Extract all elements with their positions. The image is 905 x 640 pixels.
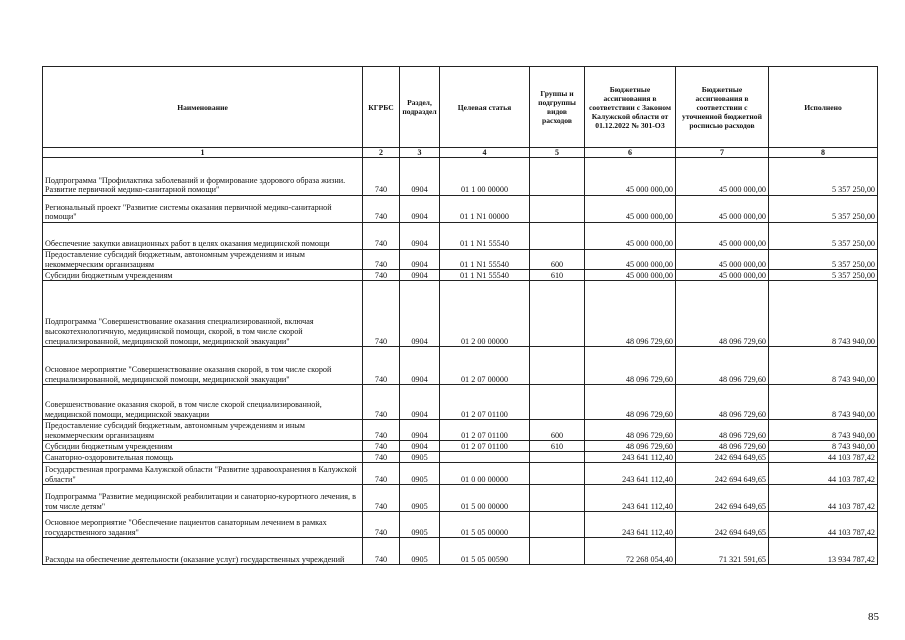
row-section: 0904 <box>400 158 440 196</box>
header-alloc-law: Бюджетные ассигнования в соответствии с Законом Калужской области от 01.12.2022 № 301-ОЗ <box>585 67 676 148</box>
col-number: 1 <box>43 148 363 158</box>
row-alloc-law: 48 096 729,60 <box>585 347 676 385</box>
col-number: 7 <box>676 148 769 158</box>
row-alloc-law: 45 000 000,00 <box>585 223 676 250</box>
row-alloc-refined: 45 000 000,00 <box>676 223 769 250</box>
row-name: Государственная программа Калужской области "Развитие здравоохранения в Калужской области" <box>43 463 363 485</box>
row-section: 0905 <box>400 452 440 463</box>
row-alloc-law: 243 641 112,40 <box>585 463 676 485</box>
row-name: Санаторно-оздоровительная помощь <box>43 452 363 463</box>
row-section: 0904 <box>400 385 440 420</box>
table-row <box>43 281 878 347</box>
table-body <box>43 158 878 565</box>
row-kgrbs: 740 <box>363 512 400 538</box>
row-alloc-law: 45 000 000,00 <box>585 270 676 281</box>
row-name: Предоставление субсидий бюджетным, автономным учреждениям и иным некоммерческим организациям <box>43 420 363 441</box>
row-target: 01 1 00 00000 <box>440 158 530 196</box>
col-number: 5 <box>530 148 585 158</box>
row-kgrbs: 740 <box>363 347 400 385</box>
row-target: 01 5 00 00000 <box>440 485 530 512</box>
row-alloc-law: 243 641 112,40 <box>585 512 676 538</box>
row-target <box>440 452 530 463</box>
col-number: 3 <box>400 148 440 158</box>
row-executed: 5 357 250,00 <box>769 223 878 250</box>
row-group <box>530 538 585 565</box>
table-row <box>43 347 878 385</box>
col-number: 6 <box>585 148 676 158</box>
row-section: 0904 <box>400 223 440 250</box>
row-kgrbs: 740 <box>363 196 400 223</box>
row-alloc-law: 48 096 729,60 <box>585 385 676 420</box>
page-number: 85 <box>868 611 879 623</box>
row-executed: 8 743 940,00 <box>769 385 878 420</box>
col-number: 2 <box>363 148 400 158</box>
row-group: 610 <box>530 441 585 452</box>
header-section: Раздел, подраздел <box>400 67 440 148</box>
header-alloc-refined: Бюджетные ассигнования в соответствии с уточненной бюджетной росписью расходов <box>676 67 769 148</box>
col-number: 8 <box>769 148 878 158</box>
row-executed: 44 103 787,42 <box>769 512 878 538</box>
row-executed: 44 103 787,42 <box>769 485 878 512</box>
row-executed: 13 934 787,42 <box>769 538 878 565</box>
row-target: 01 2 07 00000 <box>440 347 530 385</box>
table-row <box>43 420 878 441</box>
row-executed: 5 357 250,00 <box>769 250 878 270</box>
row-section: 0904 <box>400 196 440 223</box>
row-kgrbs: 740 <box>363 463 400 485</box>
row-target: 01 1 N1 00000 <box>440 196 530 223</box>
row-kgrbs: 740 <box>363 158 400 196</box>
row-executed: 8 743 940,00 <box>769 441 878 452</box>
row-name: Региональный проект "Развитие системы оказания первичной медико-санитарной помощи" <box>43 196 363 223</box>
row-group <box>530 452 585 463</box>
row-target: 01 1 N1 55540 <box>440 250 530 270</box>
row-executed: 5 357 250,00 <box>769 270 878 281</box>
row-name: Основное мероприятие "Обеспечение пациентов санаторным лечением в рамках государственного задания" <box>43 512 363 538</box>
row-alloc-refined: 242 694 649,65 <box>676 485 769 512</box>
row-alloc-refined: 48 096 729,60 <box>676 385 769 420</box>
row-kgrbs: 740 <box>363 420 400 441</box>
table-row <box>43 441 878 452</box>
row-group <box>530 196 585 223</box>
row-alloc-law: 48 096 729,60 <box>585 420 676 441</box>
row-alloc-refined: 48 096 729,60 <box>676 347 769 385</box>
col-number: 4 <box>440 148 530 158</box>
row-group: 600 <box>530 420 585 441</box>
row-name: Подпрограмма "Развитие медицинской реабилитации и санаторно-курортного лечения, в том числе детям" <box>43 485 363 512</box>
table-row <box>43 452 878 463</box>
row-group <box>530 485 585 512</box>
row-alloc-law: 45 000 000,00 <box>585 196 676 223</box>
row-target: 01 2 00 00000 <box>440 281 530 347</box>
row-kgrbs: 740 <box>363 452 400 463</box>
row-group <box>530 347 585 385</box>
row-section: 0904 <box>400 270 440 281</box>
header-name: Наименование <box>43 67 363 148</box>
table-row <box>43 196 878 223</box>
table-row <box>43 250 878 270</box>
row-section: 0904 <box>400 281 440 347</box>
row-kgrbs: 740 <box>363 270 400 281</box>
row-group <box>530 463 585 485</box>
row-executed: 44 103 787,42 <box>769 463 878 485</box>
table-row <box>43 538 878 565</box>
row-alloc-refined: 48 096 729,60 <box>676 420 769 441</box>
row-alloc-refined: 45 000 000,00 <box>676 250 769 270</box>
row-kgrbs: 740 <box>363 281 400 347</box>
row-executed: 44 103 787,42 <box>769 452 878 463</box>
row-alloc-law: 45 000 000,00 <box>585 158 676 196</box>
row-section: 0905 <box>400 463 440 485</box>
table-row <box>43 485 878 512</box>
row-name: Субсидии бюджетным учреждениям <box>43 270 363 281</box>
row-alloc-refined: 48 096 729,60 <box>676 441 769 452</box>
row-alloc-law: 72 268 054,40 <box>585 538 676 565</box>
table-row <box>43 385 878 420</box>
row-kgrbs: 740 <box>363 385 400 420</box>
row-alloc-law: 45 000 000,00 <box>585 250 676 270</box>
row-name: Субсидии бюджетным учреждениям <box>43 441 363 452</box>
row-alloc-refined: 45 000 000,00 <box>676 270 769 281</box>
row-alloc-law: 243 641 112,40 <box>585 485 676 512</box>
row-target: 01 0 00 00000 <box>440 463 530 485</box>
row-executed: 5 357 250,00 <box>769 196 878 223</box>
header-target: Целевая статья <box>440 67 530 148</box>
row-alloc-law: 243 641 112,40 <box>585 452 676 463</box>
row-alloc-refined: 45 000 000,00 <box>676 158 769 196</box>
row-name: Предоставление субсидий бюджетным, автономным учреждениям и иным некоммерческим организациям <box>43 250 363 270</box>
row-name: Совершенствование оказания скорой, в том числе скорой специализированной, медицинской помощи, медицинской эвакуации <box>43 385 363 420</box>
row-section: 0904 <box>400 347 440 385</box>
row-executed: 8 743 940,00 <box>769 281 878 347</box>
header-executed: Исполнено <box>769 67 878 148</box>
row-name: Подпрограмма "Профилактика заболеваний и формирование здорового образа жизни. Развитие первичной медико-санитарной помощи" <box>43 158 363 196</box>
row-executed: 8 743 940,00 <box>769 420 878 441</box>
row-alloc-refined: 45 000 000,00 <box>676 196 769 223</box>
row-alloc-refined: 71 321 591,65 <box>676 538 769 565</box>
row-kgrbs: 740 <box>363 538 400 565</box>
row-section: 0905 <box>400 485 440 512</box>
row-alloc-refined: 242 694 649,65 <box>676 463 769 485</box>
row-target: 01 1 N1 55540 <box>440 223 530 250</box>
budget-table <box>42 66 878 565</box>
row-section: 0905 <box>400 538 440 565</box>
row-name: Обеспечение закупки авиационных работ в целях оказания медицинской помощи <box>43 223 363 250</box>
row-alloc-law: 48 096 729,60 <box>585 441 676 452</box>
row-target: 01 5 05 00590 <box>440 538 530 565</box>
row-alloc-refined: 242 694 649,65 <box>676 512 769 538</box>
row-group <box>530 281 585 347</box>
row-section: 0904 <box>400 420 440 441</box>
row-kgrbs: 740 <box>363 250 400 270</box>
row-kgrbs: 740 <box>363 223 400 250</box>
column-number-row <box>43 148 878 158</box>
row-name: Расходы на обеспечение деятельности (оказание услуг) государственных учреждений <box>43 538 363 565</box>
row-group <box>530 385 585 420</box>
row-name: Подпрограмма "Совершенствование оказания специализированной, включая высокотехнологичную, медицинской помощи, скорой, в том числе скорой специализированной, медицинской помощи, медицинской эвакуации" <box>43 281 363 347</box>
row-name: Основное мероприятие "Совершенствование оказания скорой, в том числе скорой специализированной, медицинской помощи, медицинской эвакуации" <box>43 347 363 385</box>
row-section: 0905 <box>400 512 440 538</box>
row-target: 01 2 07 01100 <box>440 441 530 452</box>
row-target: 01 5 05 00000 <box>440 512 530 538</box>
table-row <box>43 158 878 196</box>
table-row <box>43 463 878 485</box>
row-group <box>530 223 585 250</box>
table-row <box>43 223 878 250</box>
row-section: 0904 <box>400 441 440 452</box>
row-group: 600 <box>530 250 585 270</box>
row-target: 01 2 07 01100 <box>440 385 530 420</box>
row-group <box>530 158 585 196</box>
header-groups: Группы и подгруппы видов расходов <box>530 67 585 148</box>
row-kgrbs: 740 <box>363 441 400 452</box>
row-section: 0904 <box>400 250 440 270</box>
row-kgrbs: 740 <box>363 485 400 512</box>
row-target: 01 2 07 01100 <box>440 420 530 441</box>
row-executed: 5 357 250,00 <box>769 158 878 196</box>
row-alloc-law: 48 096 729,60 <box>585 281 676 347</box>
header-kgrbs: КГРБС <box>363 67 400 148</box>
row-group <box>530 512 585 538</box>
header-row <box>43 67 878 148</box>
row-group: 610 <box>530 270 585 281</box>
row-alloc-refined: 48 096 729,60 <box>676 281 769 347</box>
row-alloc-refined: 242 694 649,65 <box>676 452 769 463</box>
row-executed: 8 743 940,00 <box>769 347 878 385</box>
row-target: 01 1 N1 55540 <box>440 270 530 281</box>
table-row <box>43 270 878 281</box>
table-row <box>43 512 878 538</box>
